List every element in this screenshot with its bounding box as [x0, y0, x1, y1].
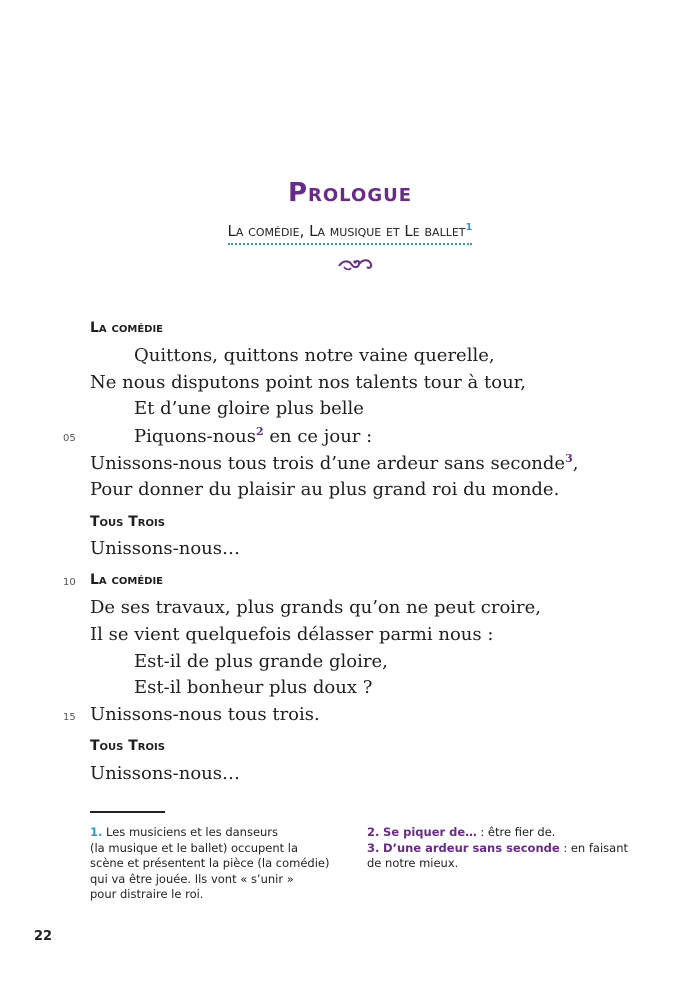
- footnote-1: [90, 825, 350, 903]
- subtitle: [228, 222, 473, 245]
- speaker-tous-trois: Tous Trois: [90, 738, 165, 754]
- footnote-ref-2[interactable]: 2: [256, 425, 264, 438]
- verse-line: Est-il bonheur plus doux ?: [134, 677, 373, 698]
- footnote-number: 2.: [367, 825, 380, 839]
- verse-text: Piquons-nous: [134, 426, 256, 447]
- line-number: 05: [63, 433, 76, 444]
- line-number: 10: [63, 577, 76, 588]
- verse-line: [134, 425, 372, 447]
- verse-line: De ses travaux, plus grands qu’on ne peut croire,: [90, 597, 542, 618]
- footnote-number: 1.: [90, 825, 103, 839]
- verse-line: Unissons-nous…: [90, 538, 241, 559]
- verse-line: Et d’une gloire plus belle: [134, 398, 364, 419]
- footnote-2: [367, 825, 667, 841]
- subtitle-container: [0, 221, 700, 245]
- footnote-text: : en faisant: [559, 840, 629, 855]
- verse-line: Quittons, quittons notre vaine querelle,: [134, 345, 495, 366]
- footnote-term: D’une ardeur sans seconde: [383, 840, 560, 855]
- footnote-divider: [90, 811, 165, 813]
- footnote-line: scène et présentent la pièce (la comédie): [90, 856, 330, 870]
- line-number: 15: [63, 712, 76, 723]
- footnote-line: de notre mieux.: [367, 856, 459, 870]
- fleuron-ornament-icon: [336, 256, 374, 272]
- verse-text: en ce jour :: [263, 426, 373, 447]
- footnote-line: qui va être jouée. Ils vont « s’unir »: [90, 871, 294, 886]
- verse-line: Ne nous disputons point nos talents tour à tour,: [90, 372, 527, 393]
- verse-line: Il se vient quelquefois délasser parmi nous :: [90, 624, 494, 645]
- verse-text: Unissons-nous tous trois d’une ardeur sans seconde: [90, 453, 566, 474]
- footnote-number: 3.: [367, 840, 380, 855]
- footnote-ref-1[interactable]: 1: [465, 222, 473, 233]
- page-number: 22: [34, 929, 53, 944]
- speaker-la-comedie: La comédie: [90, 572, 164, 588]
- page-title: Prologue: [287, 178, 413, 208]
- footnote-line: pour distraire le roi.: [90, 887, 204, 901]
- speaker-tous-trois: Tous Trois: [90, 514, 165, 530]
- verse-text: ,: [572, 453, 579, 474]
- verse-line: Unissons-nous…: [90, 763, 241, 784]
- footnote-ref-3[interactable]: 3: [565, 452, 573, 465]
- speaker-la-comedie: La comédie: [90, 320, 164, 336]
- footnote-3: [367, 841, 667, 857]
- subtitle-text: La comédie, La musique et Le ballet: [227, 222, 466, 240]
- footnote-line: [90, 825, 350, 841]
- verse-line: Unissons-nous tous trois.: [90, 704, 320, 725]
- verse-line: Est-il de plus grande gloire,: [134, 651, 388, 672]
- verse-line: Pour donner du plaisir au plus grand roi du monde.: [90, 479, 560, 500]
- footnote-line: (la musique et le ballet) occupent la: [90, 840, 299, 855]
- footnote-text: : être fier de.: [476, 825, 556, 839]
- footnote-term: Se piquer de…: [383, 825, 477, 839]
- footnotes-right: [367, 825, 667, 872]
- footnote-text: Les musiciens et les danseurs: [106, 825, 279, 839]
- verse-line: [90, 452, 578, 474]
